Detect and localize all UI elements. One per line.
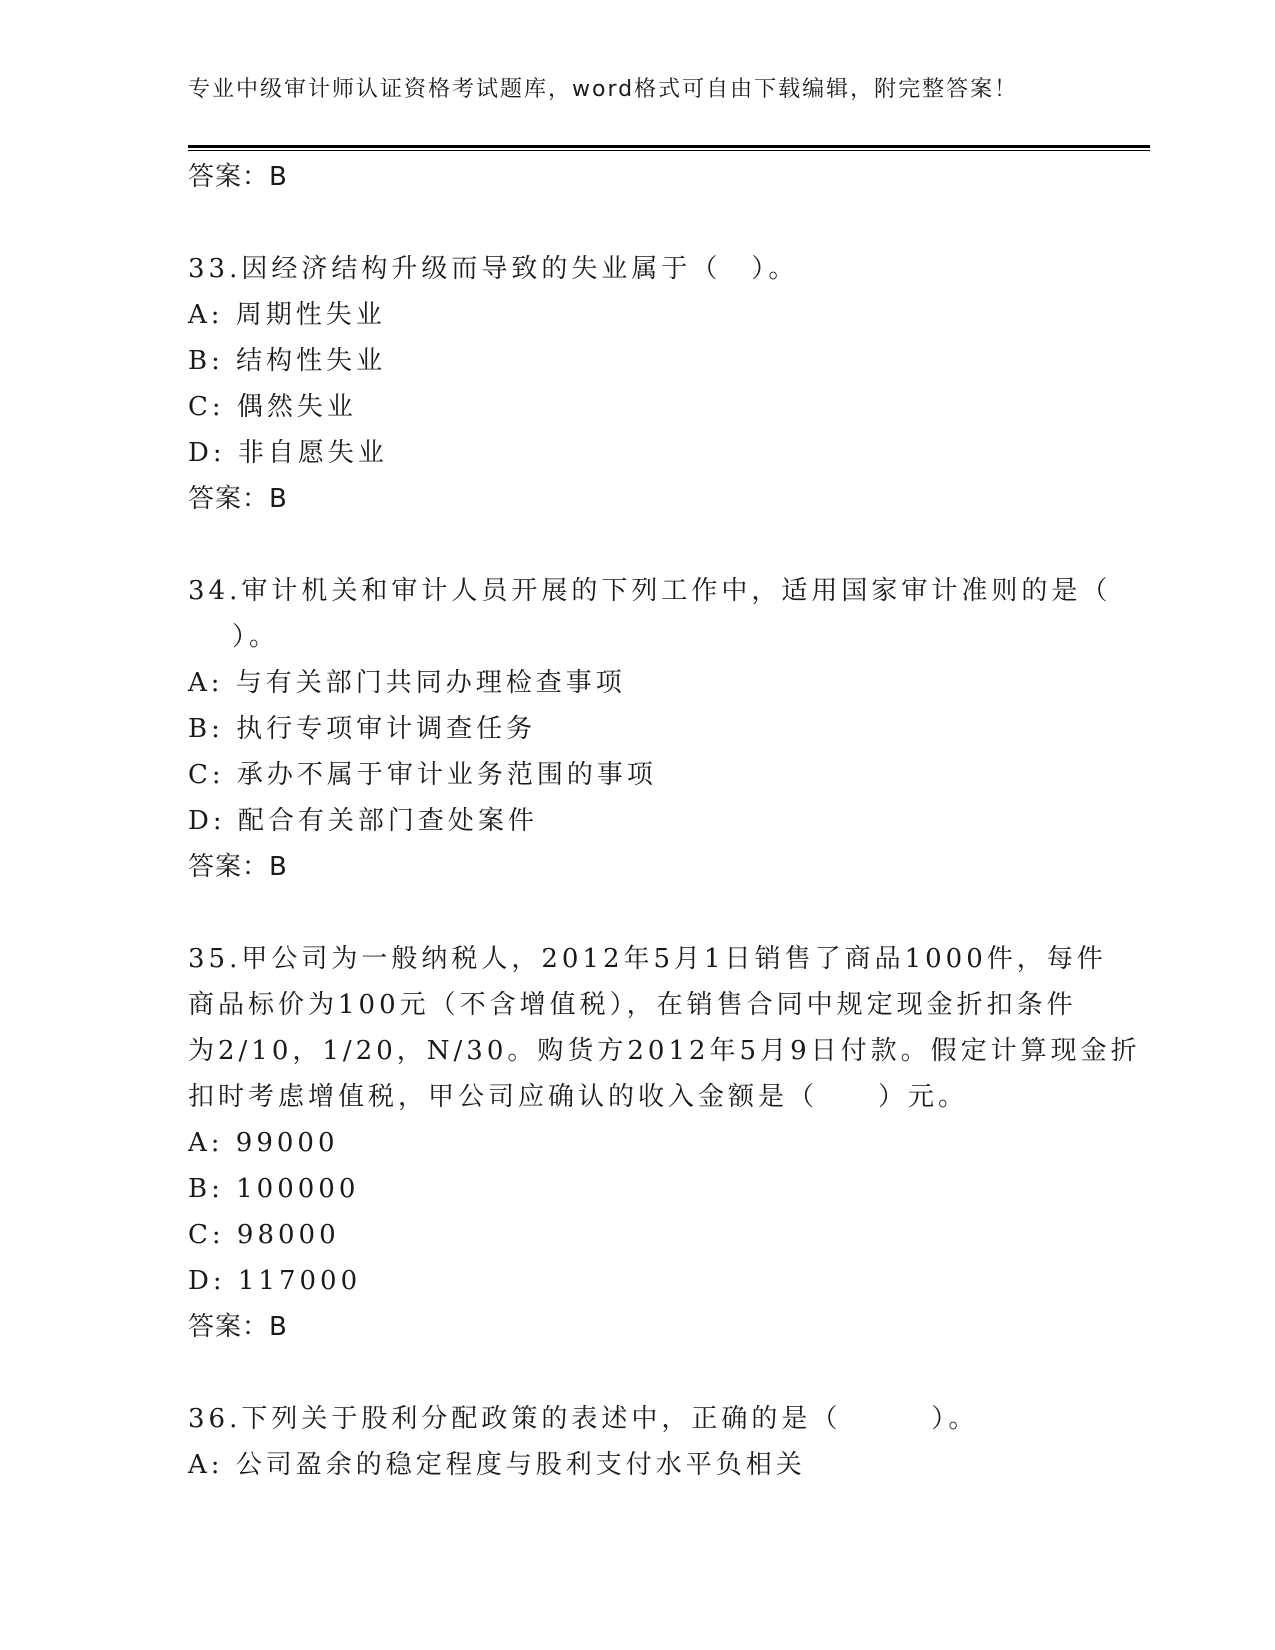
question-list	[188, 154, 1141, 1488]
answer-32: 答案：B	[188, 162, 288, 192]
option-d: D: 117000	[188, 1266, 362, 1296]
header-rule-thick	[188, 145, 1150, 148]
question-34	[188, 568, 1112, 890]
option-d: D: 非自愿失业	[188, 438, 388, 468]
answer: 答案：B	[188, 852, 288, 882]
option-c: C: 偶然失业	[188, 392, 357, 422]
option-a: A: 99000	[188, 1128, 339, 1158]
question-stem-line-1: 34.审计机关和审计人员开展的下列工作中，适用国家审计准则的是（	[188, 576, 1112, 606]
option-a: A: 公司盈余的稳定程度与股利支付水平负相关	[188, 1450, 806, 1480]
option-d: D: 配合有关部门查处案件	[188, 806, 538, 836]
page-header: 专业中级审计师认证资格考试题库，word格式可自由下载编辑，附完整答案！	[188, 77, 1019, 102]
option-a: A: 周期性失业	[188, 300, 386, 330]
option-b: B: 结构性失业	[188, 346, 387, 376]
question-stem: 33.因经济结构升级而导致的失业属于（ ）。	[188, 254, 799, 284]
answer: 答案：B	[188, 1312, 288, 1342]
question-stem: 36.下列关于股利分配政策的表述中，正确的是（ ）。	[188, 1404, 979, 1434]
option-b: B: 100000	[188, 1174, 360, 1204]
option-c: C: 98000	[188, 1220, 340, 1250]
question-36	[188, 1396, 1088, 1488]
question-33	[188, 246, 1088, 522]
answer: 答案：B	[188, 484, 288, 514]
header-rule-thin	[188, 150, 1150, 151]
option-b: B: 执行专项审计调查任务	[188, 714, 537, 744]
question-stem-line-1: 35.甲公司为一般纳税人，2012年5月1日销售了商品1000件，每件	[188, 944, 1107, 974]
question-35	[188, 936, 1141, 1350]
question-stem-line-2: 商品标价为100元（不含增值税），在销售合同中规定现金折扣条件	[188, 990, 1077, 1020]
option-c: C: 承办不属于审计业务范围的事项	[188, 760, 657, 790]
question-stem-line-2: ）。	[232, 622, 280, 652]
option-a: A: 与有关部门共同办理检查事项	[188, 668, 626, 698]
question-stem-line-4: 扣时考虑增值税，甲公司应确认的收入金额是（ ）元。	[188, 1082, 969, 1112]
question-stem-line-3: 为2/10，1/20，N/30。购货方2012年5月9日付款。假定计算现金折	[188, 1036, 1141, 1066]
